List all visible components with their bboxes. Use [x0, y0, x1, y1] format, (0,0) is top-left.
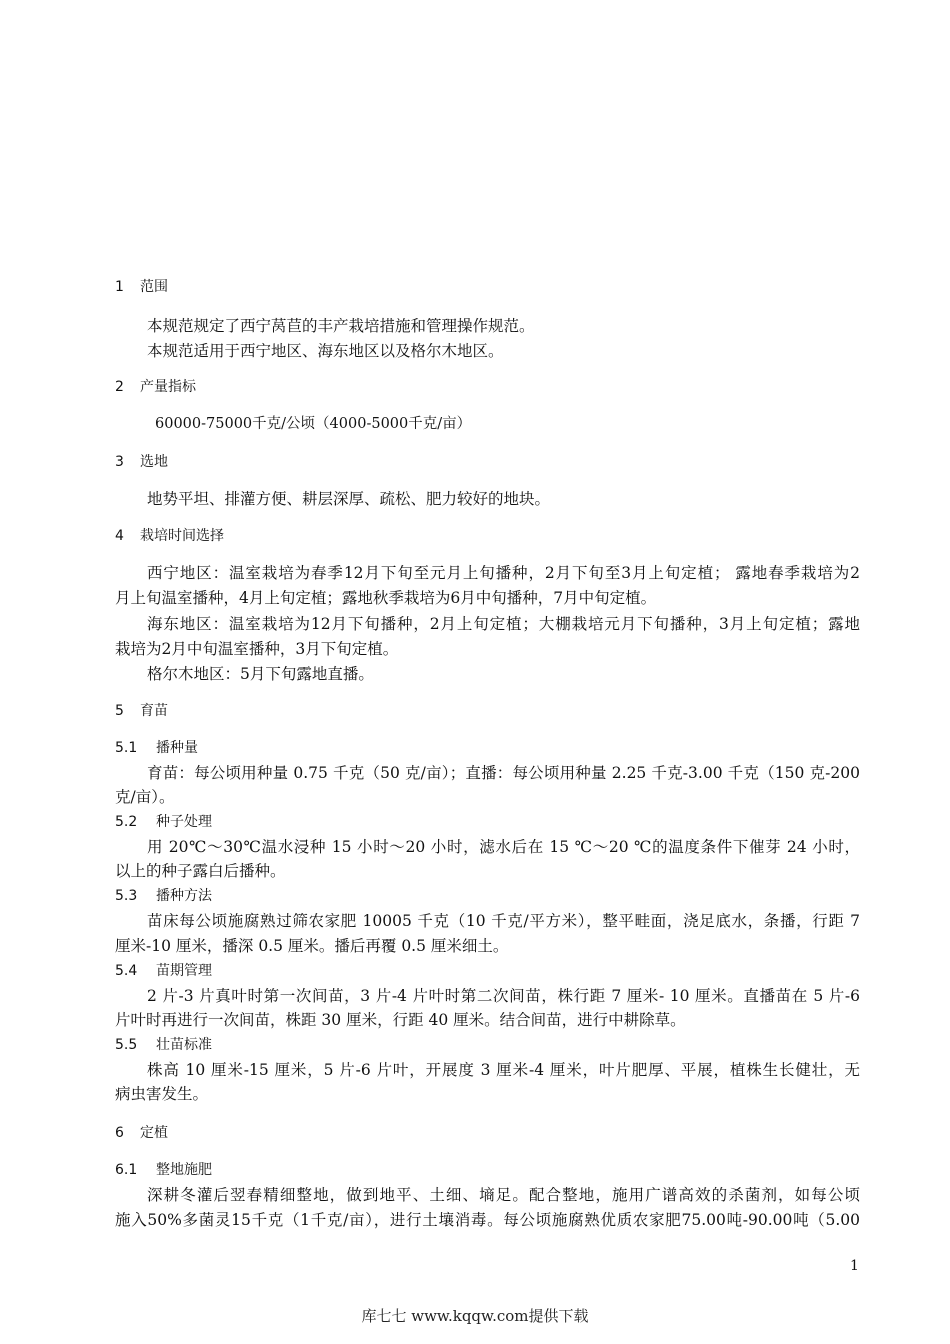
- section-title: 壮苗标准: [156, 1037, 212, 1053]
- section-title: 苗期管理: [156, 963, 212, 979]
- paragraph: 本规范规定了西宁莴苣的丰产栽培措施和管理操作规范。: [147, 317, 535, 335]
- subsection-heading-5-5: [115, 1035, 212, 1055]
- paragraph-line: 以上的种子露白后播种。: [115, 862, 286, 880]
- section-number: 4: [115, 528, 124, 544]
- paragraph: 格尔木地区：5月下旬露地直播。: [147, 665, 374, 683]
- paragraph-line: 育苗：每公顷用种量 0.75 千克（50 克/亩）；直播：每公顷用种量 2.25 千克-3.00 千克（150 克-200: [147, 764, 860, 782]
- section-title: 产量指标: [140, 379, 196, 395]
- page-number: 1: [850, 1258, 859, 1274]
- subsection-heading-5-2: [115, 812, 212, 832]
- section-title: 定植: [140, 1125, 168, 1141]
- subsection-heading-6-1: [115, 1160, 212, 1180]
- paragraph-line: 月上旬温室播种，4月上旬定植；露地秋季栽培为6月中旬播种，7月中旬定植。: [115, 589, 657, 607]
- paragraph-line: 栽培为2月中旬温室播种，3月下旬定植。: [115, 640, 399, 658]
- section-title: 育苗: [140, 703, 168, 719]
- section-title: 选地: [140, 454, 168, 470]
- section-number: 5.5: [115, 1037, 138, 1053]
- paragraph-line: 海东地区：温室栽培为12月下旬播种，2月上旬定植；大棚栽培元月下旬播种，3月上旬定植；露地: [147, 615, 860, 633]
- paragraph-line: 克/亩）。: [115, 788, 175, 806]
- section-number: 6.1: [115, 1162, 138, 1178]
- paragraph: 地势平坦、排灌方便、耕层深厚、疏松、肥力较好的地块。: [147, 490, 551, 508]
- section-number: 2: [115, 379, 124, 395]
- paragraph: 本规范适用于西宁地区、海东地区以及格尔木地区。: [147, 342, 504, 360]
- paragraph-line: 深耕冬灌后翌春精细整地，做到地平、土细、墒足。配合整地，施用广谱高效的杀菌剂，如每公顷: [147, 1186, 860, 1204]
- section-title: 整地施肥: [156, 1162, 212, 1178]
- paragraph-line: 2 片-3 片真叶时第一次间苗，3 片-4 片叶时第二次间苗，株行距 7 厘米- 10 厘米。直播苗在 5 片-6: [147, 987, 860, 1005]
- section-title: 种子处理: [156, 814, 212, 830]
- section-heading-3: [115, 452, 168, 472]
- section-title: 播种量: [156, 740, 198, 756]
- section-number: 5.3: [115, 888, 138, 904]
- section-heading-6: [115, 1123, 168, 1143]
- section-title: 播种方法: [156, 888, 212, 904]
- section-number: 5.1: [115, 740, 138, 756]
- paragraph-line: 病虫害发生。: [115, 1085, 209, 1103]
- paragraph-line: 厘米-10 厘米，播深 0.5 厘米。播后再覆 0.5 厘米细土。: [115, 937, 509, 955]
- subsection-heading-5-3: [115, 886, 212, 906]
- section-number: 6: [115, 1125, 124, 1141]
- paragraph-line: 株高 10 厘米-15 厘米，5 片-6 片叶，开展度 3 厘米-4 厘米，叶片肥厚、平展，植株生长健壮，无: [147, 1061, 860, 1079]
- section-title: 范围: [140, 279, 168, 295]
- paragraph-line: 用 20℃～30℃温水浸种 15 小时～20 小时，滤水后在 15 ℃～20 ℃的温度条件下催芽 24 小时，: [147, 838, 860, 856]
- section-number: 3: [115, 454, 124, 470]
- section-number: 5.2: [115, 814, 138, 830]
- section-number: 5: [115, 703, 124, 719]
- footer-watermark: 库七七 www.kqqw.com提供下载: [361, 1307, 589, 1325]
- section-number: 5.4: [115, 963, 138, 979]
- section-heading-5: [115, 701, 168, 721]
- section-title: 栽培时间选择: [140, 528, 224, 544]
- section-number: 1: [115, 279, 124, 295]
- subsection-heading-5-4: [115, 961, 212, 981]
- paragraph-line: 苗床每公顷施腐熟过筛农家肥 10005 千克（10 千克/平方米），整平畦面，浇足底水，条播，行距 7: [147, 912, 860, 930]
- paragraph-line: 西宁地区：温室栽培为春季12月下旬至元月上旬播种，2月下旬至3月上旬定植； 露地春季栽培为2: [147, 564, 860, 582]
- paragraph-line: 片叶时再进行一次间苗，株距 30 厘米，行距 40 厘米。结合间苗，进行中耕除草。: [115, 1011, 686, 1029]
- paragraph-line: 施入50%多菌灵15千克（1千克/亩），进行土壤消毒。每公顷施腐熟优质农家肥75.00吨-90.00吨（5.00: [115, 1211, 860, 1229]
- paragraph: 60000-75000千克/公顷（4000-5000千克/亩）: [155, 416, 472, 432]
- section-heading-4: [115, 526, 224, 546]
- section-heading-1: [115, 277, 168, 297]
- subsection-heading-5-1: [115, 738, 198, 758]
- section-heading-2: [115, 377, 196, 397]
